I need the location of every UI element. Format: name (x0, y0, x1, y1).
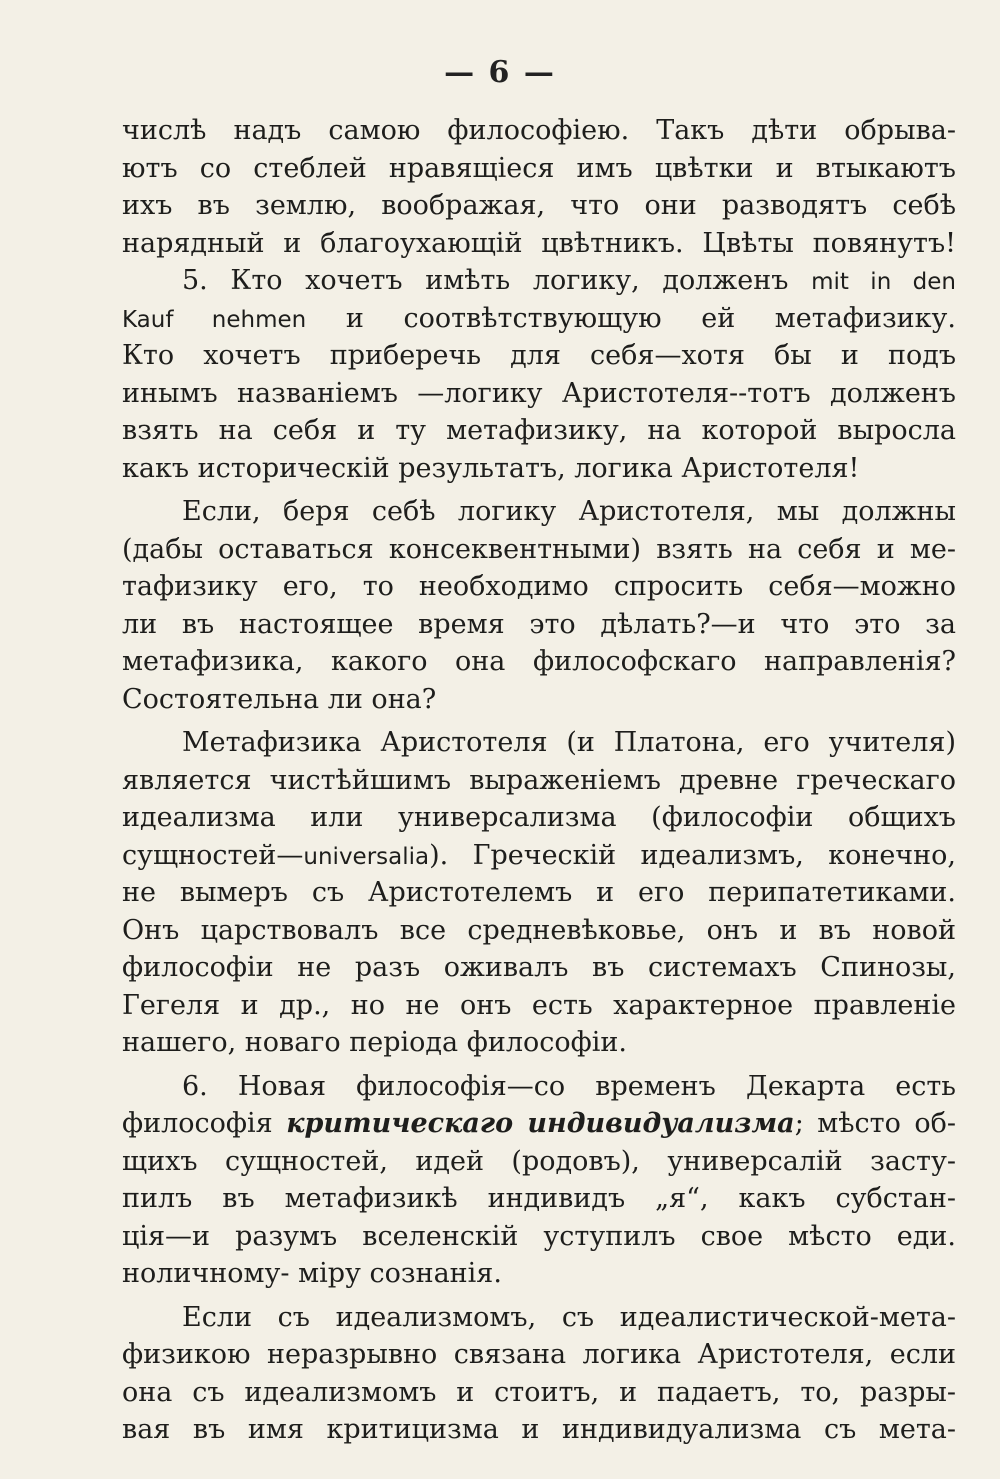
text-line: числѣ надъ самою философiею. Такъ дѣти обрыва- (122, 115, 956, 146)
text-line (122, 837, 956, 875)
text-line: она съ идеализмомъ и стоитъ, и падаетъ, то, разры- (122, 1376, 956, 1408)
latin-phrase: Kauf nehmen (122, 306, 307, 333)
paragraph-5-line (122, 262, 956, 300)
text-line: не вымеръ съ Аристотелемъ и его перипатетиками. (122, 877, 956, 908)
body-text (122, 112, 956, 1449)
text-line: Кто хочетъ приберечь для себя—хотя бы и подъ (122, 340, 956, 371)
text-line: щихъ сущностей, идей (родовъ), универсалiй засту- (122, 1145, 956, 1177)
text-line: ноличному- мiру сознанiя. (122, 1258, 502, 1289)
text-line: философiи не разъ оживалъ въ системахъ Спинозы, (122, 952, 956, 983)
text-line: ли въ настоящее время это дѣлать?—и что это за (122, 608, 956, 640)
text-segment: сущностей— (122, 839, 304, 871)
emphasized-phrase: критическаго индивидуализма (286, 1108, 795, 1139)
text-line: Гегеля и др., но не онъ есть характерное правленiе (122, 989, 956, 1021)
text-line: физикою неразрывно связана логика Аристотеля, если (122, 1339, 956, 1370)
latin-phrase: universalia (303, 843, 430, 870)
paragraph-first-line: Если съ идеализмомъ, съ идеалистической-мета- (182, 1301, 956, 1333)
paragraph-first-line: Если, беря себѣ логику Аристотеля, мы должны (182, 496, 956, 527)
text-line: нарядный и благоухающiй цвѣтникъ. Цвѣты повянутъ! (122, 227, 956, 259)
text-segment: философiя (122, 1108, 273, 1139)
paragraph-first-line: Метафизика Аристотеля (и Платона, его учителя) (182, 727, 956, 758)
text-segment: ; мѣсто об- (794, 1108, 956, 1139)
text-line: цiя—и разумъ вселенскiй уступилъ свое мѣсто еди. (122, 1220, 956, 1252)
text-line: какъ историческiй результатъ, логика Аристотеля! (122, 452, 860, 484)
text-line: ютъ со стеблей нравящiеся имъ цвѣтки и втыкаютъ (122, 152, 956, 184)
text-line: ихъ въ землю, воображая, что они разводятъ себѣ (122, 190, 956, 221)
text-line: является чистѣйшимъ выраженiемъ древне греческаго (122, 764, 956, 796)
text-line (122, 300, 956, 338)
text-line: вая въ имя критицизма и индивидуализма съ мета- (122, 1414, 956, 1445)
text-line: пилъ въ метафизикѣ индивидъ „я“, какъ субстан- (122, 1183, 956, 1214)
text-line: нашего, новаго перiода философiи. (122, 1027, 627, 1058)
text-line: метафизика, какого она философскаго направленiя? (122, 646, 956, 677)
paragraph-6-line: 6. Новая философiя—со временъ Декарта есть (182, 1070, 956, 1102)
text-line: взять на себя и ту метафизику, на которой выросла (122, 415, 956, 446)
text-segment: ). Греческiй идеализмъ, конечно, (429, 839, 956, 871)
text-line: Онъ царствовалъ все средневѣковье, онъ и въ новой (122, 914, 956, 946)
text-line: (дабы оставаться консеквентными) взять на себя и ме- (122, 533, 956, 565)
text-line: тафизику его, то необходимо спросить себя—можно (122, 571, 956, 602)
text-line: идеализма или универсализма (философiи общихъ (122, 802, 956, 833)
latin-phrase: mit in den (811, 269, 956, 295)
page-number: — 6 — (444, 55, 556, 90)
text-line: Состоятельна ли она? (122, 683, 437, 715)
text-segment: 5. Кто хочетъ имѣть логику, долженъ (182, 265, 789, 296)
text-line (122, 1105, 956, 1143)
text-segment: и соотвѣтствующую ей метафизику. (345, 302, 957, 334)
text-line: инымъ названiемъ —логику Аристотеля--тотъ долженъ (122, 377, 956, 409)
